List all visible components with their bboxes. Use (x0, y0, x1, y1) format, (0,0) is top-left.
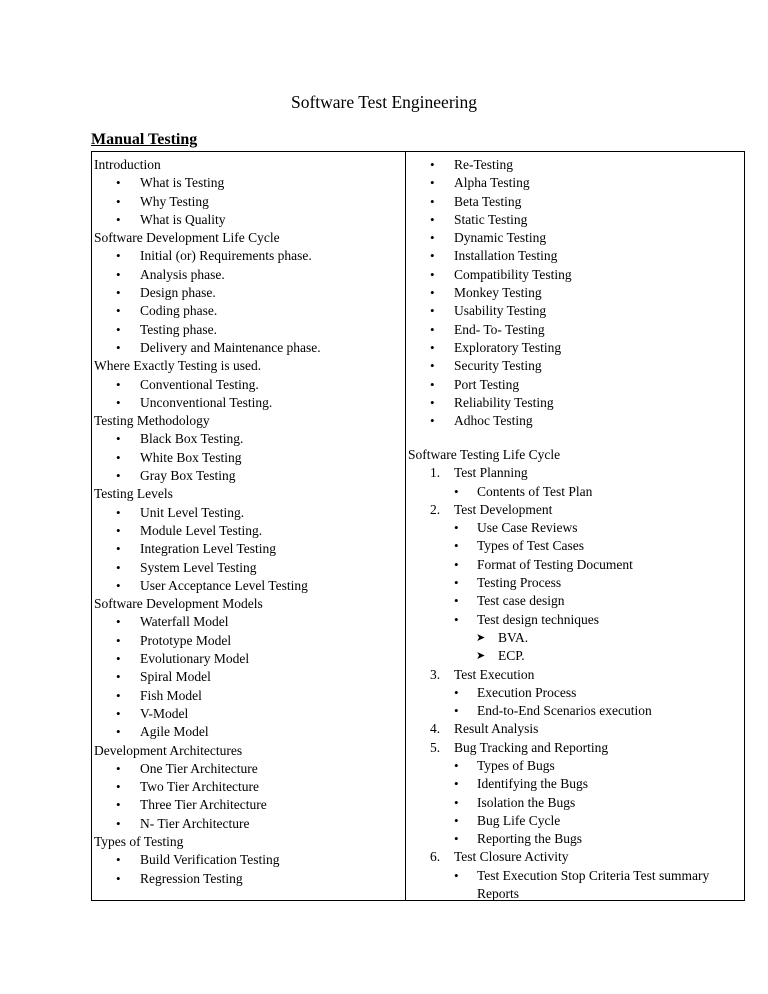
topic-item: • Why Testing (94, 193, 402, 211)
topic-item: • Agile Model (94, 723, 402, 741)
technique-item: ➤ BVA. (408, 629, 742, 647)
technique-item: ➤ ECP. (408, 647, 742, 665)
topic-heading: Testing Methodology (94, 413, 210, 429)
stlc-step (408, 848, 742, 903)
step-item: • Contents of Test Plan (408, 483, 742, 501)
testing-type-item: • Reliability Testing (408, 394, 742, 412)
topic-item: • Analysis phase. (94, 266, 402, 284)
topic-heading: Introduction (94, 157, 161, 172)
topic-item: • Build Verification Testing (94, 851, 402, 869)
topic-item: • What is Testing (94, 174, 402, 192)
topic-item: • Module Level Testing. (94, 522, 402, 540)
topic-item: • System Level Testing (94, 559, 402, 577)
topic-item: • What is Quality (94, 211, 402, 229)
topic-item: • Two Tier Architecture (94, 778, 402, 796)
topic-item: • Gray Box Testing (94, 467, 402, 485)
syllabus-table (91, 151, 745, 901)
topic-heading: Where Exactly Testing is used. (94, 358, 262, 374)
topic-group-testing-methodology (94, 412, 402, 485)
topic-item: • V-Model (94, 705, 402, 723)
testing-type-item: • Alpha Testing (408, 174, 742, 192)
topic-item: • Unconventional Testing. (94, 394, 402, 412)
step-item: • Isolation the Bugs (408, 794, 742, 812)
topic-item: • Conventional Testing. (94, 376, 402, 394)
topic-item: • Initial (or) Requirements phase. (94, 247, 402, 265)
step-title: Test Closure Activity (454, 849, 569, 865)
step-item: • Types of Test Cases (408, 537, 742, 555)
topic-item: • N- Tier Architecture (94, 815, 402, 833)
step-number: 5. (430, 739, 441, 755)
stlc-step (408, 501, 742, 666)
step-item: • Test design techniques (408, 611, 742, 629)
testing-type-item: • Re-Testing (408, 156, 742, 174)
step-item: • Test Execution Stop Criteria Test summary Reports (408, 867, 742, 904)
stlc-steps (408, 464, 742, 903)
topic-item: • Delivery and Maintenance phase. (94, 339, 402, 357)
step-item: • Format of Testing Document (408, 556, 742, 574)
testing-type-item: • Static Testing (408, 211, 742, 229)
step-number: 6. (430, 849, 441, 865)
topic-item: • Waterfall Model (94, 613, 402, 631)
topic-group-development-models (94, 595, 402, 741)
topic-item: • User Acceptance Level Testing (94, 577, 402, 595)
step-title: Test Execution (454, 666, 535, 682)
testing-type-item: • Beta Testing (408, 193, 742, 211)
step-title: Test Development (454, 501, 553, 517)
stlc-heading: Software Testing Life Cycle (408, 446, 561, 462)
testing-type-item: • Monkey Testing (408, 284, 742, 302)
topic-item: • Black Box Testing. (94, 430, 402, 448)
step-item: • Reporting the Bugs (408, 830, 742, 848)
topic-item: • Fish Model (94, 687, 402, 705)
step-item: • Execution Process (408, 684, 742, 702)
stlc-step (408, 464, 742, 501)
topic-group-sdlc (94, 229, 402, 357)
left-column (94, 156, 402, 888)
topic-item: • Three Tier Architecture (94, 796, 402, 814)
topic-heading: Software Development Models (94, 596, 263, 612)
topic-item: • Unit Level Testing. (94, 504, 402, 522)
topic-group-testing-levels (94, 485, 402, 595)
testing-type-item: • Installation Testing (408, 247, 742, 265)
topic-group-introduction (94, 156, 402, 229)
topic-group-development-architectures (94, 742, 402, 833)
testing-types-list (408, 156, 742, 430)
topic-group-types-of-testing (94, 833, 402, 888)
testing-type-item: • Usability Testing (408, 302, 742, 320)
topic-heading: Types of Testing (94, 833, 184, 849)
topic-item: • Regression Testing (94, 870, 402, 888)
step-item: • Testing Process (408, 574, 742, 592)
topic-item: • Evolutionary Model (94, 650, 402, 668)
topic-item: • One Tier Architecture (94, 760, 402, 778)
topic-heading: Testing Levels (94, 486, 173, 502)
testing-type-item: • End- To- Testing (408, 321, 742, 339)
document-title: Software Test Engineering (290, 92, 478, 112)
testing-type-item: • Port Testing (408, 376, 742, 394)
topic-heading: Software Development Life Cycle (94, 230, 280, 246)
testing-type-item: • Exploratory Testing (408, 339, 742, 357)
testing-type-item: • Compatibility Testing (408, 266, 742, 284)
step-number: 2. (430, 501, 441, 517)
topic-heading: Development Architectures (94, 742, 243, 758)
stlc-step (408, 720, 742, 738)
step-number: 1. (430, 465, 441, 481)
step-number: 4. (430, 721, 441, 737)
step-item: • Types of Bugs (408, 757, 742, 775)
step-item: • Test case design (408, 592, 742, 610)
topic-item: • Coding phase. (94, 302, 402, 320)
topic-item: • Prototype Model (94, 632, 402, 650)
step-title: Test Planning (454, 465, 528, 481)
section-heading-manual-testing: Manual Testing (91, 131, 198, 148)
column-divider (405, 152, 406, 900)
step-item: • Use Case Reviews (408, 519, 742, 537)
topic-group-where-testing-used (94, 357, 402, 412)
stlc-step (408, 739, 742, 849)
step-item: • End-to-End Scenarios execution (408, 702, 742, 720)
topic-item: • White Box Testing (94, 449, 402, 467)
topic-item: • Testing phase. (94, 321, 402, 339)
testing-type-item: • Security Testing (408, 357, 742, 375)
testing-type-item: • Adhoc Testing (408, 412, 742, 430)
topic-item: • Spiral Model (94, 668, 402, 686)
step-item: • Identifying the Bugs (408, 775, 742, 793)
stlc-step (408, 666, 742, 721)
topic-item: • Integration Level Testing (94, 540, 402, 558)
step-number: 3. (430, 666, 441, 682)
topic-item: • Design phase. (94, 284, 402, 302)
step-title: Bug Tracking and Reporting (454, 739, 609, 755)
step-item: • Bug Life Cycle (408, 812, 742, 830)
right-column (408, 156, 742, 903)
step-title: Result Analysis (454, 721, 539, 737)
testing-type-item: • Dynamic Testing (408, 229, 742, 247)
